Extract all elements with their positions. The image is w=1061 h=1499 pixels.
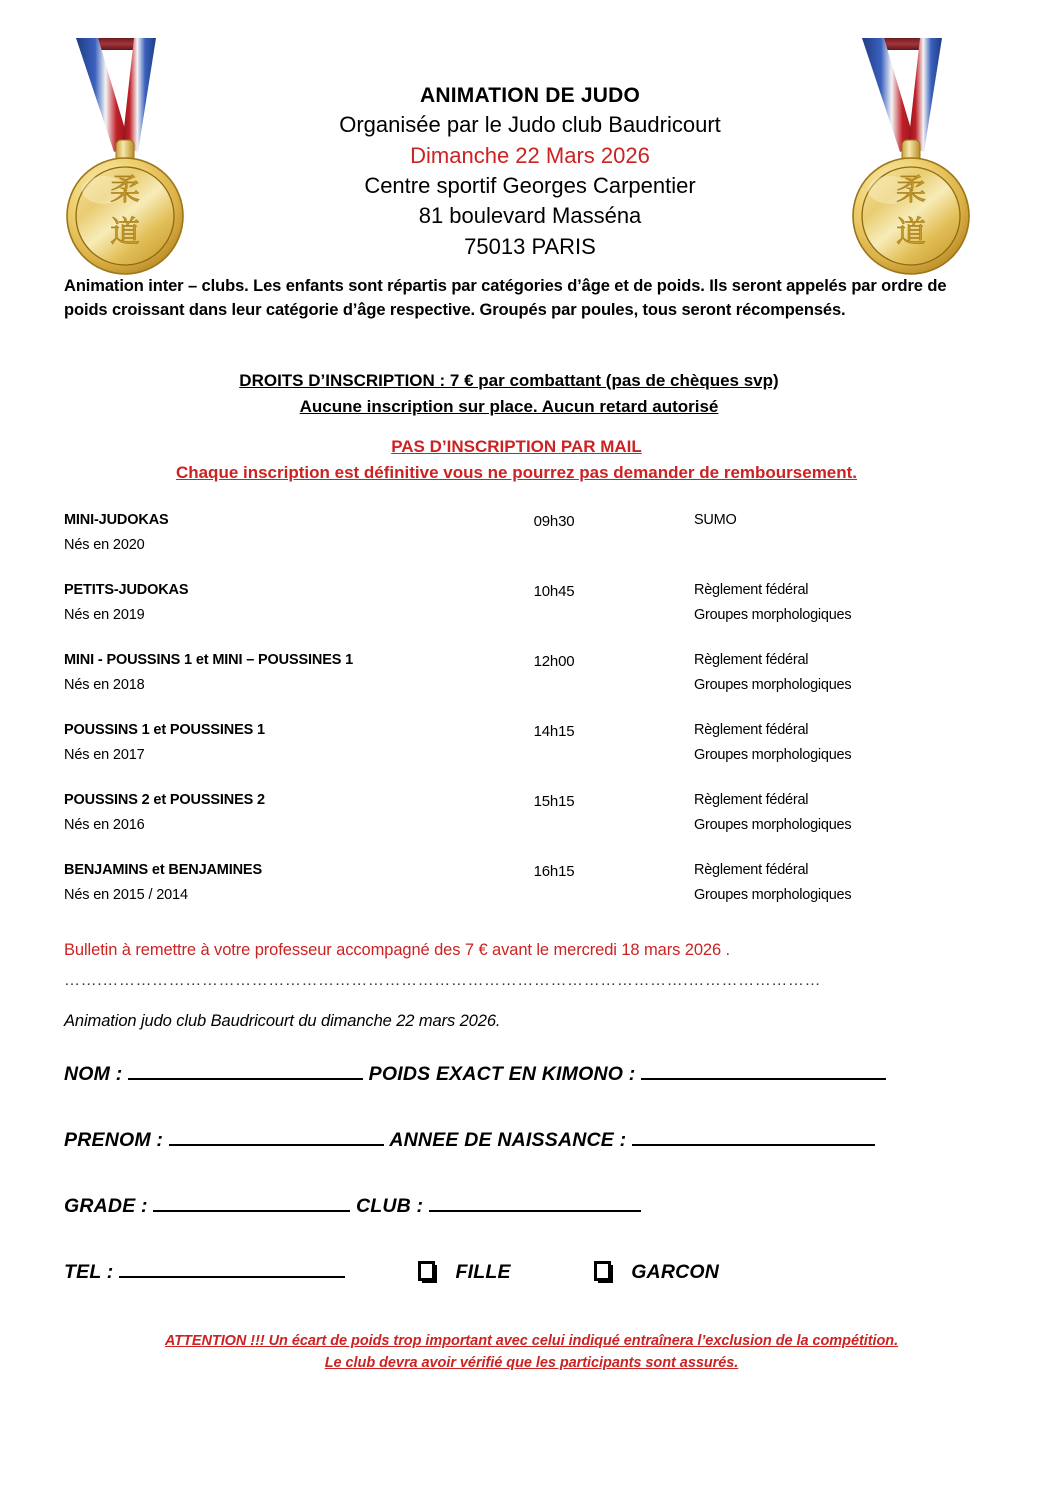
schedule-birthyear: Nés en 2020 <box>64 537 145 553</box>
fille-label: FILLE <box>455 1261 511 1284</box>
table-row <box>64 792 994 862</box>
schedule-rule-primary: Règlement fédéral <box>694 652 809 668</box>
judo-medal-left <box>58 28 228 278</box>
annee-input[interactable] <box>632 1124 875 1146</box>
header-city: 75013 PARIS <box>464 233 596 259</box>
grade-input[interactable] <box>153 1190 350 1212</box>
animation-subtitle: Animation judo club Baudricourt du dimanche 22 mars 2026. <box>64 1012 501 1030</box>
schedule-birthyear: Nés en 2019 <box>64 607 145 623</box>
svg-text:道: 道 <box>896 215 926 250</box>
header-venue: Centre sportif Georges Carpentier <box>364 173 696 199</box>
schedule-rule-secondary: Groupes morphologiques <box>694 817 852 833</box>
schedule-rule-primary: Règlement fédéral <box>694 792 809 808</box>
attention-footer <box>64 1331 999 1375</box>
no-mail-line-1: PAS D’INSCRIPTION PAR MAIL <box>391 437 642 456</box>
gender-garcon-option[interactable] <box>594 1261 719 1284</box>
schedule-category: PETITS-JUDOKAS <box>64 582 189 598</box>
schedule-rule-secondary: Groupes morphologiques <box>694 887 852 903</box>
schedule-birthyear: Nés en 2018 <box>64 677 145 693</box>
bulletin-note: Bulletin à remettre à votre professeur accompagné des 7 € avant le mercredi 18 mars 2026 . <box>64 941 731 959</box>
schedule-rule-secondary: Groupes morphologiques <box>694 747 852 763</box>
schedule-time: 09h30 <box>533 513 575 530</box>
tel-label: TEL : <box>64 1261 114 1284</box>
poids-label: POIDS EXACT EN KIMONO : <box>368 1063 636 1086</box>
grade-label: GRADE : <box>64 1195 148 1218</box>
schedule-rule-primary: Règlement fédéral <box>694 862 809 878</box>
schedule-time: 14h15 <box>533 723 575 740</box>
schedule-category: BENJAMINS et BENJAMINES <box>64 862 262 878</box>
registration-form <box>64 1058 1024 1322</box>
table-row <box>64 512 994 582</box>
table-row <box>64 722 994 792</box>
header-organizer: Organisée par le Judo club Baudricourt <box>339 112 721 138</box>
poids-input[interactable] <box>641 1058 886 1080</box>
table-row <box>64 862 994 932</box>
schedule-birthyear: Nés en 2016 <box>64 817 145 833</box>
tel-input[interactable] <box>119 1256 345 1278</box>
schedule-rule-primary: SUMO <box>694 512 737 528</box>
table-row <box>64 582 994 652</box>
schedule-time: 16h15 <box>533 863 575 880</box>
svg-text:柔: 柔 <box>110 173 140 208</box>
checkbox-icon[interactable] <box>594 1261 611 1281</box>
attention-line-2: Le club devra avoir vérifié que les participants sont assurés. <box>324 1354 739 1371</box>
club-input[interactable] <box>429 1190 641 1212</box>
prenom-input[interactable] <box>169 1124 384 1146</box>
header-date: Dimanche 22 Mars 2026 <box>410 142 650 168</box>
form-row-tel-gender <box>64 1256 1024 1322</box>
form-row-firstname <box>64 1124 1024 1190</box>
schedule-time: 12h00 <box>533 653 575 670</box>
svg-text:道: 道 <box>110 215 140 250</box>
gender-fille-option[interactable] <box>418 1261 510 1284</box>
header-address: 81 boulevard Masséna <box>418 203 642 229</box>
intro-paragraph: Animation inter – clubs. Les enfants sont répartis par catégories d’âge et de poids. Ils seront appelés par ordre de poids croissant dans leur catégorie d’âge respective. Groupés par poules, tous seront récompensés. <box>64 277 947 319</box>
cut-line-divider: …….…………………………………………………………………………………………….…………………… <box>64 972 822 989</box>
schedule-category: POUSSINS 1 et POUSSINES 1 <box>64 722 265 738</box>
schedule-time: 15h15 <box>533 793 575 810</box>
fees-line-1: DROITS D’INSCRIPTION : 7 € par combattant (pas de chèques svp) <box>239 371 779 390</box>
svg-text:柔: 柔 <box>896 173 926 208</box>
annee-label: ANNEE DE NAISSANCE : <box>389 1129 627 1152</box>
schedule-rule-secondary: Groupes morphologiques <box>694 607 852 623</box>
schedule-time: 10h45 <box>533 583 575 600</box>
judo-medal-right <box>838 28 1008 278</box>
schedule-birthyear: Nés en 2017 <box>64 747 145 763</box>
checkbox-icon[interactable] <box>418 1261 435 1281</box>
fees-line-2: Aucune inscription sur place. Aucun retard autorisé <box>299 396 719 416</box>
form-row-grade <box>64 1190 1024 1256</box>
fees-block <box>64 368 954 420</box>
form-row-name <box>64 1058 1024 1124</box>
club-label: CLUB : <box>355 1195 424 1218</box>
schedule-category: MINI - POUSSINS 1 et MINI – POUSSINES 1 <box>64 652 354 668</box>
attention-line-1: ATTENTION !!! Un écart de poids trop important avec celui indiqué entraînera l’exclusion de la compétition. <box>164 1333 899 1349</box>
garcon-label: GARCON <box>631 1261 720 1284</box>
schedule-birthyear: Nés en 2015 / 2014 <box>64 887 188 903</box>
schedule-category: MINI-JUDOKAS <box>64 512 169 528</box>
prenom-label: PRENOM : <box>64 1129 164 1152</box>
table-row <box>64 652 994 722</box>
schedule-rule-primary: Règlement fédéral <box>694 582 809 598</box>
schedule-table <box>64 512 994 932</box>
nom-input[interactable] <box>128 1058 363 1080</box>
schedule-rule-secondary: Groupes morphologiques <box>694 677 852 693</box>
no-mail-block <box>64 434 969 487</box>
page-title: ANIMATION DE JUDO <box>419 84 640 107</box>
nom-label: NOM : <box>64 1063 123 1086</box>
no-mail-line-2: Chaque inscription est définitive vous ne pourrez pas demander de remboursement. <box>175 463 858 483</box>
schedule-rule-primary: Règlement fédéral <box>694 722 809 738</box>
flyer-header <box>230 82 830 262</box>
schedule-category: POUSSINS 2 et POUSSINES 2 <box>64 792 265 808</box>
